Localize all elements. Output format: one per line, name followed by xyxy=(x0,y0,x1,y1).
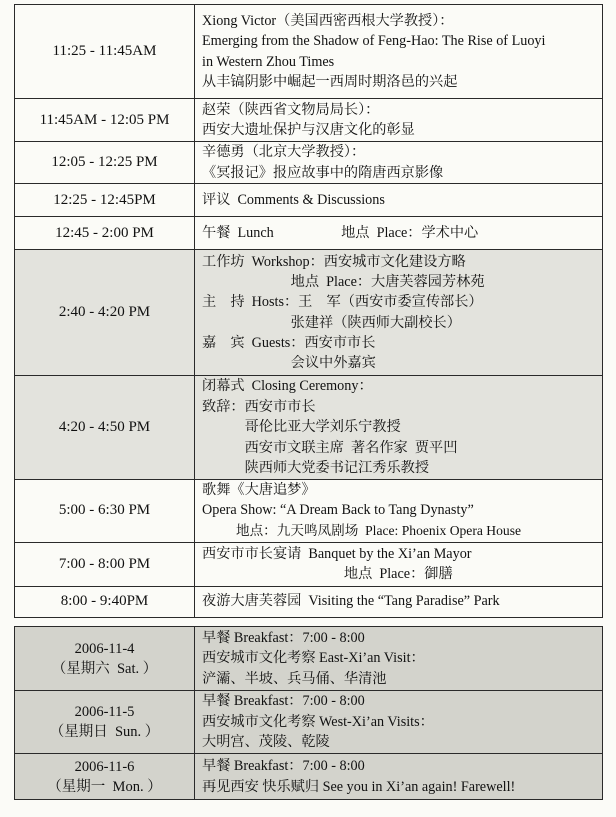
table-row xyxy=(15,627,603,691)
weekday-text: （星期六 Sat. ） xyxy=(51,660,158,677)
date-text: 2006-11-6 xyxy=(74,758,135,775)
event-cell xyxy=(195,627,603,691)
table-row xyxy=(15,217,603,250)
table-row xyxy=(15,99,603,142)
event-line: 工作坊 Workshop：西安城市文化建设方略 xyxy=(202,253,466,270)
event-line: 西安市文联主席 著名作家 贾平凹 xyxy=(202,439,458,456)
time-cell: 12:45 - 2:00 PM xyxy=(15,217,195,250)
event-line: 主 持 Hosts：王 军（西安市委宣传部长） xyxy=(202,294,483,311)
event-line: 午餐 Lunch 地点 Place：学术中心 xyxy=(202,224,479,241)
event-cell xyxy=(195,376,603,480)
event-line: 早餐 Breakfast：7:00 - 8:00 xyxy=(202,758,365,774)
event-cell xyxy=(195,99,603,142)
table-row xyxy=(15,542,603,586)
table-row xyxy=(15,250,603,376)
time-cell: 11:25 - 11:45AM xyxy=(15,5,195,99)
event-cell xyxy=(195,142,603,184)
event-line: 西安城市文化考察 West-Xi’an Visits： xyxy=(202,713,434,730)
event-cell xyxy=(195,479,603,542)
event-line: 再见西安 快乐赋归 See you in Xi’an again! Farewell! xyxy=(202,778,516,795)
event-cell xyxy=(195,542,603,586)
date-text: 2006-11-4 xyxy=(74,640,135,657)
event-line: 陕西师大党委书记江秀乐教授 xyxy=(202,460,430,476)
event-line: in Western Zhou Times xyxy=(202,53,335,70)
days-table xyxy=(14,626,603,800)
event-line: 西安大遗址保护与汉唐文化的彰显 xyxy=(202,122,415,138)
table-row xyxy=(15,479,603,542)
table-row xyxy=(15,184,603,217)
time-cell: 7:00 - 8:00 PM xyxy=(15,542,195,586)
event-line: 哥伦比亚大学刘乐宁教授 xyxy=(202,419,401,435)
table-row xyxy=(15,376,603,480)
event-line: 赵荣（陕西省文物局局长）： xyxy=(202,101,380,118)
event-line: 致辞：西安市市长 xyxy=(202,398,316,415)
event-line: 评议 Comments & Discussions xyxy=(202,191,385,208)
event-line: 嘉 宾 Guests：西安市市长 xyxy=(202,334,376,351)
event-line: 西安市市长宴请 Banquet by the Xi’an Mayor xyxy=(202,545,472,562)
weekday-text: （星期一 Mon. ） xyxy=(47,778,162,795)
date-cell xyxy=(15,691,195,754)
event-line: Emerging from the Shadow of Feng-Hao: The Rise of Luoyi xyxy=(202,33,546,49)
time-cell: 12:05 - 12:25 PM xyxy=(15,142,195,184)
event-cell xyxy=(195,5,603,99)
event-line: 地点 Place：御膳 xyxy=(202,566,453,582)
event-cell xyxy=(195,586,603,617)
event-line: 地点：九天鸣凤剧场 Place: Phoenix Opera House xyxy=(202,522,522,538)
time-cell: 4:20 - 4:50 PM xyxy=(15,376,195,480)
schedule-table xyxy=(14,4,603,618)
event-line: 闭幕式 Closing Ceremony： xyxy=(202,378,373,394)
date-text: 2006-11-5 xyxy=(74,704,135,720)
weekday-text: （星期日 Sun. ） xyxy=(49,724,160,740)
event-cell xyxy=(195,691,603,754)
date-cell xyxy=(15,627,195,691)
table-row xyxy=(15,142,603,184)
time-cell: 5:00 - 6:30 PM xyxy=(15,479,195,542)
event-cell xyxy=(195,754,603,800)
event-line: 辛德勇（北京大学教授）： xyxy=(202,144,366,160)
table-row xyxy=(15,5,603,99)
event-line: 早餐 Breakfast：7:00 - 8:00 xyxy=(202,693,365,710)
time-cell: 12:25 - 12:45PM xyxy=(15,184,195,217)
table-row xyxy=(15,586,603,617)
event-line: 浐灞、半坡、兵马俑、华清池 xyxy=(202,670,387,687)
event-line: 早餐 Breakfast：7:00 - 8:00 xyxy=(202,629,365,646)
event-line: Opera Show: “A Dream Back to Tang Dynasty” xyxy=(202,502,474,519)
event-line: 从丰镐阴影中崛起一西周时期洛邑的兴起 xyxy=(202,74,458,90)
event-line: 《冥报记》报应故事中的隋唐西京影像 xyxy=(202,164,444,181)
event-line: 歌舞《大唐追梦》 xyxy=(202,481,316,498)
time-cell: 8:00 - 9:40PM xyxy=(15,586,195,617)
event-line: 西安城市文化考察 East-Xi’an Visit： xyxy=(202,650,425,667)
event-line: 地点 Place：大唐芙蓉园芳林苑 xyxy=(202,274,485,291)
table-row xyxy=(15,691,603,754)
event-line: 大明宫、茂陵、乾陵 xyxy=(202,734,330,751)
date-cell xyxy=(15,754,195,800)
event-line: Xiong Victor（美国西密西根大学教授）： xyxy=(202,12,454,29)
time-cell: 2:40 - 4:20 PM xyxy=(15,250,195,376)
event-line: 张建祥（陕西师大副校长） xyxy=(202,314,461,331)
event-cell xyxy=(195,184,603,217)
event-line: 会议中外嘉宾 xyxy=(202,354,376,371)
time-cell: 11:45AM - 12:05 PM xyxy=(15,99,195,142)
event-cell xyxy=(195,217,603,250)
table-row xyxy=(15,754,603,800)
event-cell xyxy=(195,250,603,376)
event-line: 夜游大唐芙蓉园 Visiting the “Tang Paradise” Park xyxy=(202,593,500,610)
